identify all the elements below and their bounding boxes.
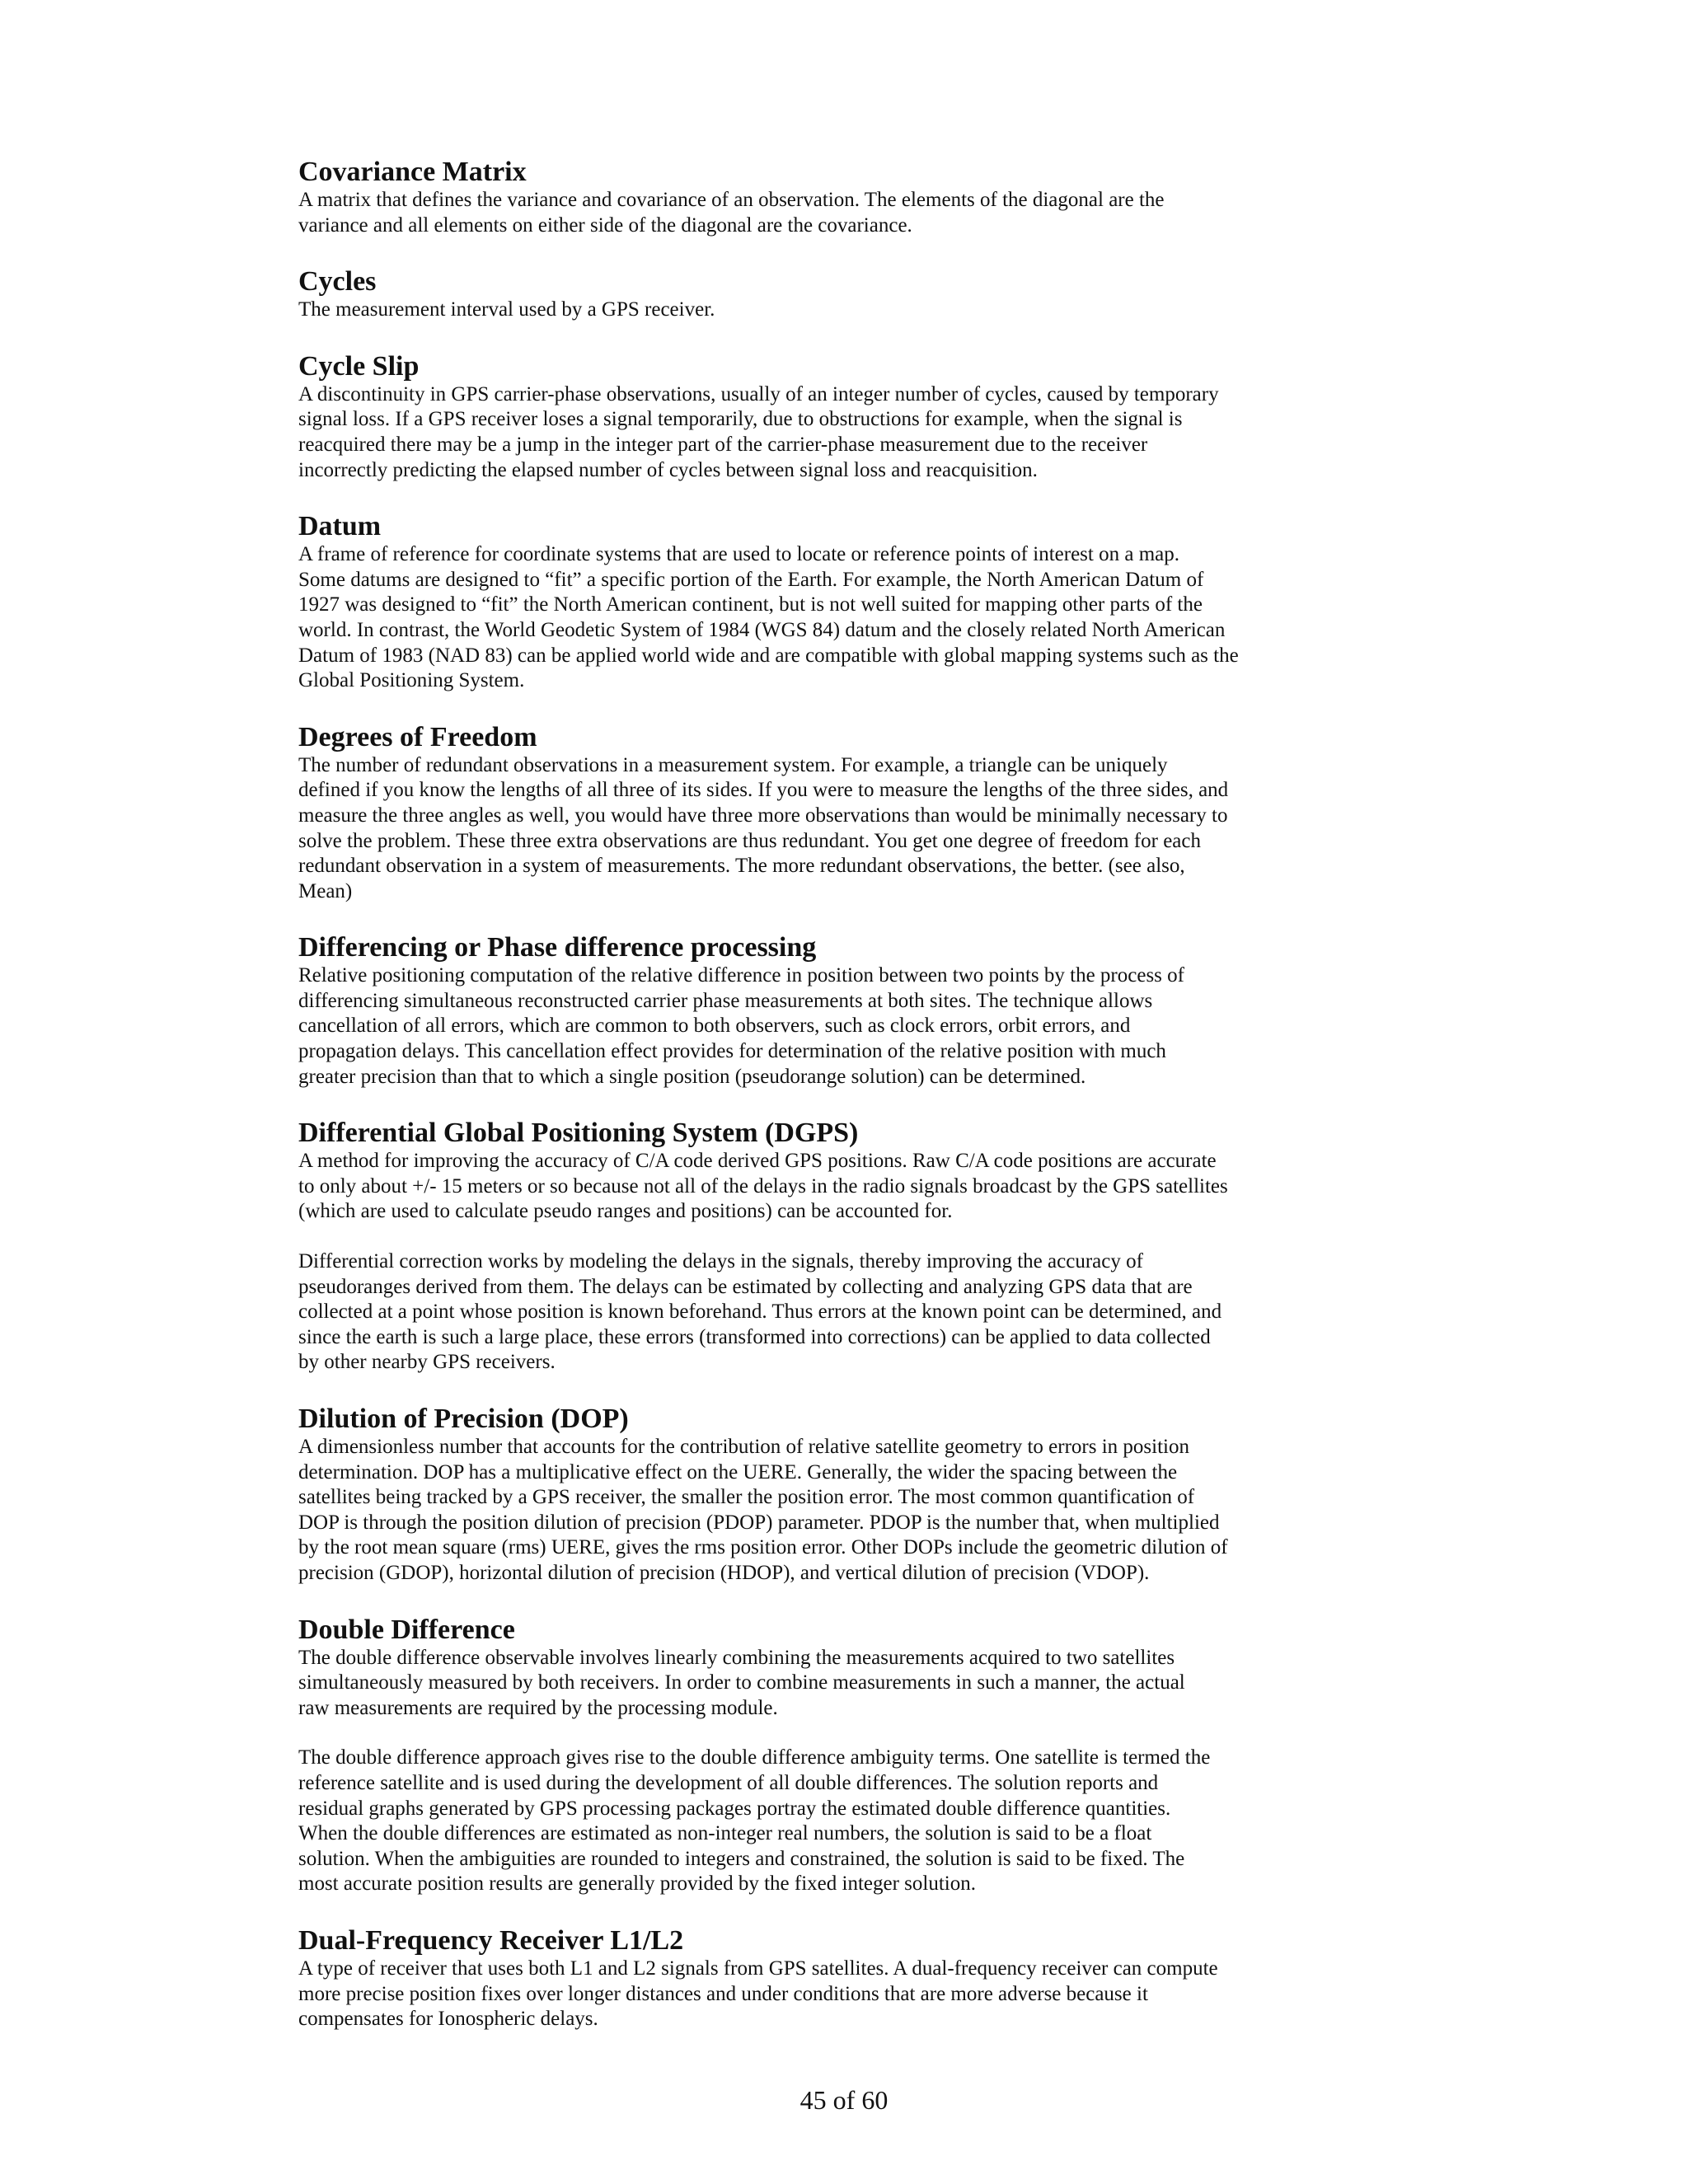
glossary-entry-dop	[298, 1404, 1395, 1586]
term-heading: Degrees of Freedom	[298, 721, 537, 752]
definition-paragraph: A method for improving the accuracy of C/A code derived GPS positions. Raw C/A code positions are accurate to only about +/- 15 meters or so because not all of the delays in the radio signals broadcast by the GPS satellites (which are used to calculate pseudo ranges and positions) can be accounted for.	[298, 1150, 1228, 1223]
definition-paragraph: A dimensionless number that accounts for the contribution of relative satellite geometry to errors in position determination. DOP has a multiplicative effect on the UERE. Generally, the wider the spacing between the satellites being tracked by a GPS receiver, the smaller the position error. The most common quantification of DOP is through the position dilution of precision (PDOP) parameter. PDOP is the number that, when multiplied by the root mean square (rms) UERE, gives the rms position error. Other DOPs include the geometric dilution of precision (GDOP), horizontal dilution of precision (HDOP), and vertical dilution of precision (VDOP).	[298, 1436, 1228, 1584]
definition-paragraph: The measurement interval used by a GPS receiver.	[298, 298, 715, 321]
definition-paragraph: Differential correction works by modeling the delays in the signals, thereby improving the accuracy of pseudoranges derived from them. The delays can be estimated by collecting and analyzing GPS data that are collected at a point whose position is known beforehand. Thus errors at the known point can be determined, and since the earth is such a large place, these errors (transformed into corrections) can be applied to data collected by other nearby GPS receivers.	[298, 1250, 1222, 1374]
glossary-entry-dual-frequency-receiver	[298, 1925, 1395, 2032]
glossary-content	[298, 157, 1395, 2060]
glossary-entry-double-difference	[298, 1615, 1395, 1897]
definition-paragraph: A type of receiver that uses both L1 and L2 signals from GPS satellites. A dual-frequency receiver can compute more precise position fixes over longer distances and under conditions that are more adverse because it compensates for Ionospheric delays.	[298, 1957, 1218, 2031]
term-heading: Differencing or Phase difference processing	[298, 932, 817, 963]
glossary-entry-differencing	[298, 932, 1395, 1090]
glossary-entry-dgps	[298, 1118, 1395, 1376]
glossary-entry-covariance-matrix	[298, 157, 1395, 238]
definition-paragraph: A discontinuity in GPS carrier-phase observations, usually of an integer number of cycles, caused by temporary signal loss. If a GPS receiver loses a signal temporarily, due to obstructions for example, when the signal is reacquired there may be a jump in the integer part of the carrier-phase measurement due to the receiver incorrectly predicting the elapsed number of cycles between signal loss and reacquisition.	[298, 382, 1219, 481]
term-heading: Covariance Matrix	[298, 157, 527, 187]
definition-paragraph: A frame of reference for coordinate systems that are used to locate or reference points of interest on a map. Some datums are designed to “fit” a specific portion of the Earth. For example, the North American Datum of 1927 was designed to “fit” the North American continent, but is not well suited for mapping other parts of the world. In contrast, the World Geodetic System of 1984 (WGS 84) datum and the closely related North American Datum of 1983 (NAD 83) can be applied world wide and are compatible with global mapping systems such as the Global Positioning System.	[298, 543, 1239, 692]
term-heading: Differential Global Positioning System (DGPS)	[298, 1118, 859, 1149]
glossary-entry-datum	[298, 511, 1395, 694]
definition-paragraph: A matrix that defines the variance and covariance of an observation. The elements of the diagonal are the variance and all elements on either side of the diagonal are the covariance.	[298, 189, 1165, 237]
definition-paragraph: The double difference observable involves linearly combining the measurements acquired to two satellites simultaneously measured by both receivers. In order to combine measurements in such a manner, the actual raw measurements are required by the processing module.	[298, 1646, 1185, 1719]
term-heading: Double Difference	[298, 1614, 515, 1645]
definition-paragraph: Relative positioning computation of the relative difference in position between two points by the process of differencing simultaneous reconstructed carrier phase measurements at both sites. The technique allows cancellation of all errors, which are common to both observers, such as clock errors, orbit errors, and propagation delays. This cancellation effect provides for determination of the relative position with much greater precision than that to which a single position (pseudorange solution) can be determined.	[298, 964, 1184, 1088]
term-heading: Dilution of Precision (DOP)	[298, 1404, 629, 1434]
term-heading: Dual-Frequency Receiver L1/L2	[298, 1924, 684, 1956]
glossary-entry-cycles	[298, 266, 1395, 323]
glossary-entry-cycle-slip	[298, 351, 1395, 483]
term-heading: Cycles	[298, 266, 377, 298]
term-heading: Cycle Slip	[298, 350, 420, 382]
page-number: 45 of 60	[799, 2085, 889, 2115]
definition-paragraph: The number of redundant observations in a measurement system. For example, a triangle can be uniquely defined if you know the lengths of all three of its sides. If you were to measure the lengths of the three sides, and measure the three angles as well, you would have three more observations than would be minimally necessary to solve the problem. These three extra observations are thus redundant. You get one degree of freedom for each redundant observation in a system of measurements. The more redundant observations, the better. (see also, Mean)	[298, 753, 1229, 902]
term-heading: Datum	[298, 511, 382, 542]
definition-paragraph: The double difference approach gives rise to the double difference ambiguity terms. One satellite is termed the reference satellite and is used during the development of all double differences. The solution reports and residual graphs generated by GPS processing packages portray the estimated double difference quantities. When the double differences are estimated as non-integer real numbers, the solution is said to be a float solution. When the ambiguities are rounded to integers and constrained, the solution is said to be fixed. The most accurate position results are generally provided by the fixed integer solution.	[298, 1746, 1211, 1896]
glossary-entry-degrees-of-freedom	[298, 722, 1395, 905]
